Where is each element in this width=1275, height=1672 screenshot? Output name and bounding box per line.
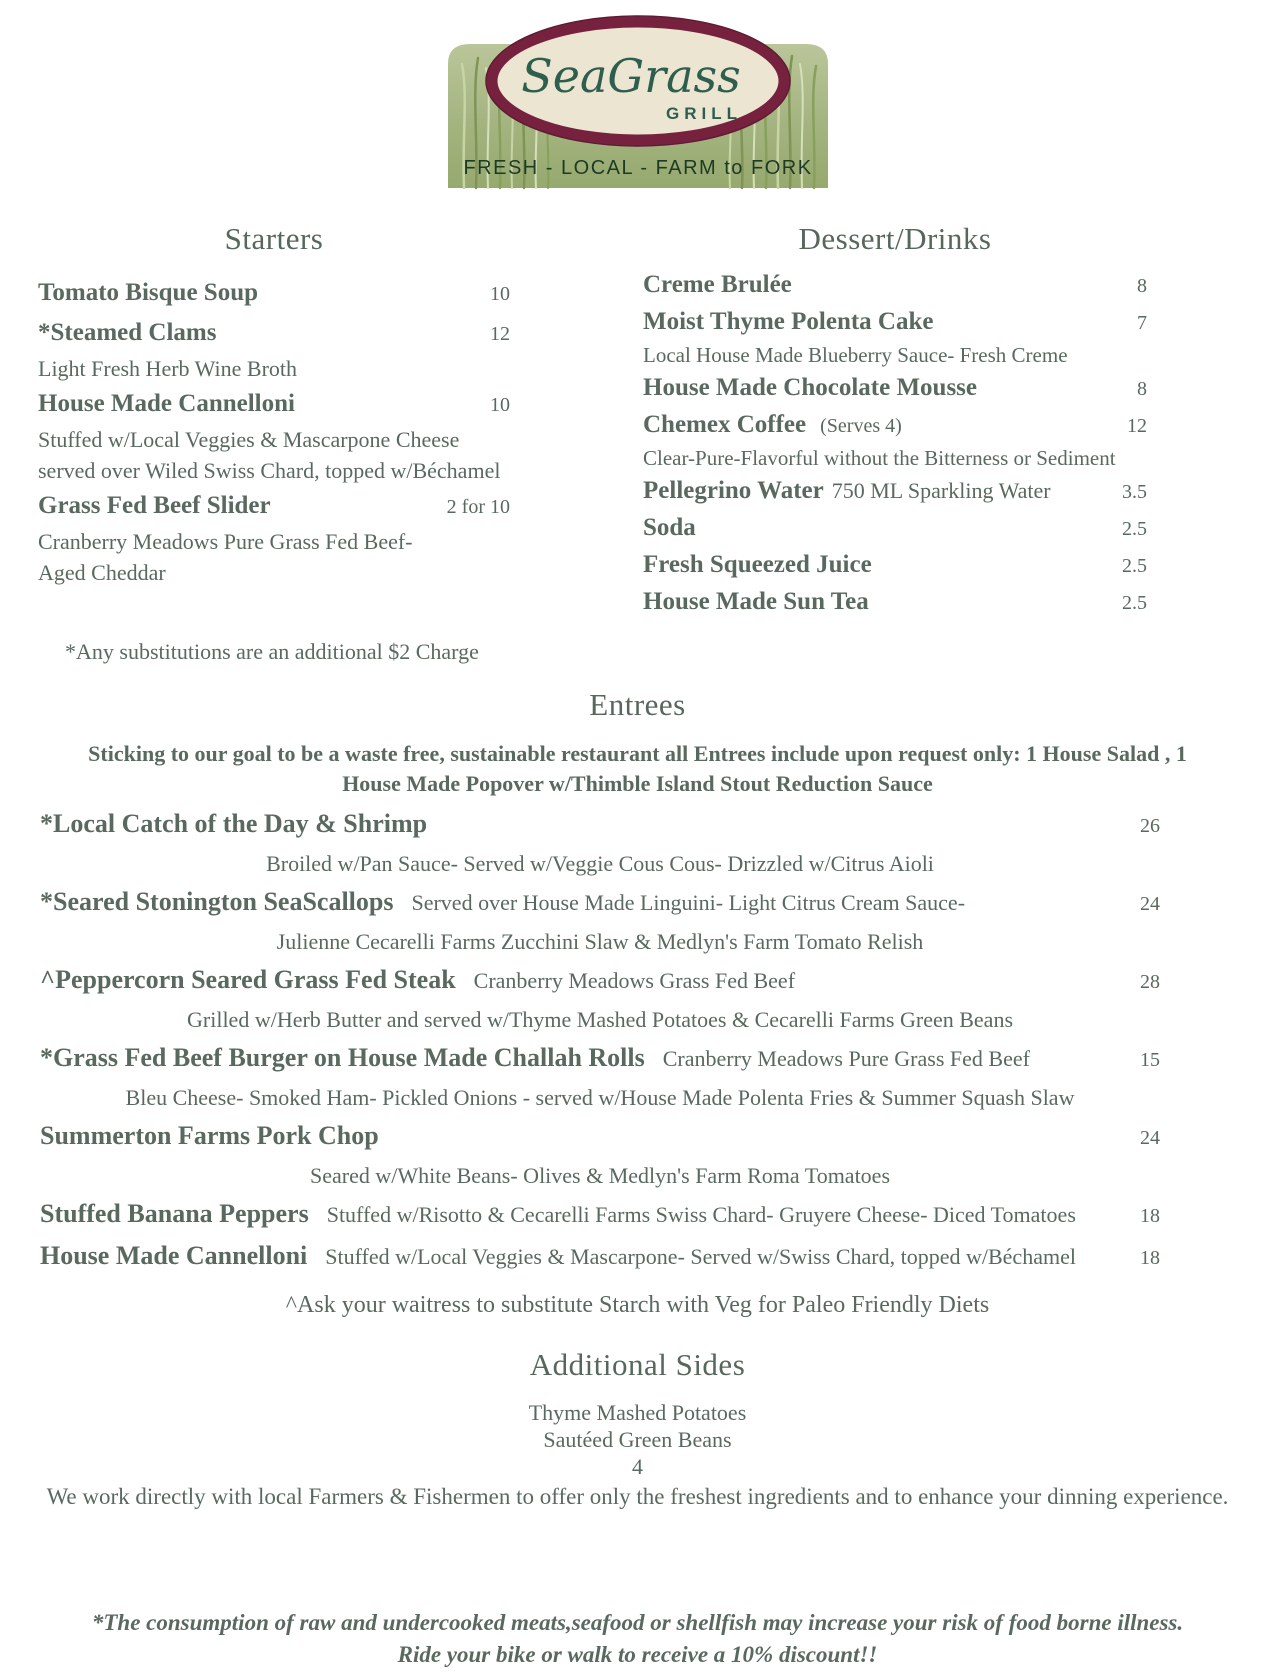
item-name: Creme Brulée	[643, 271, 792, 298]
item-name: ^Peppercorn Seared Grass Fed Steak	[40, 965, 456, 994]
item-description: Clear-Pure-Flavorful without the Bitterness or Sediment	[643, 446, 1116, 470]
sides-title: Additional Sides	[529, 1347, 746, 1382]
item-price: 15	[1140, 1049, 1160, 1071]
item-price: 18	[1140, 1247, 1160, 1269]
side-item: Thyme Mashed Potatoes	[528, 1400, 747, 1425]
menu-item	[40, 963, 1160, 997]
item-subnote: 750 ML Sparkling Water	[831, 478, 1051, 503]
item-name: House Made Sun Tea	[643, 588, 869, 615]
item-name: *Local Catch of the Day & Shrimp	[40, 809, 428, 838]
raw-food-disclaimer: *The consumption of raw and undercooked meats,seafood or shellfish may increase your risk of food borne illness.	[91, 1610, 1184, 1635]
menu-item	[40, 885, 1160, 919]
item-price: 8	[1137, 378, 1147, 400]
item-price: 24	[1140, 893, 1160, 915]
item-description: Aged Cheddar	[38, 560, 166, 585]
logo-title: SeaGrass	[520, 49, 741, 103]
item-price: 2.5	[1122, 555, 1147, 577]
item-description: Light Fresh Herb Wine Broth	[38, 356, 298, 381]
item-name: Moist Thyme Polenta Cake	[643, 308, 934, 335]
item-name: Chemex Coffee (Serves 4)	[643, 411, 902, 438]
item-inline-description: Stuffed w/Local Veggies & Mascarpone- Served w/Swiss Chard, topped w/Béchamel	[325, 1244, 1076, 1269]
menu-item	[38, 384, 510, 424]
item-price: 18	[1140, 1205, 1160, 1227]
entrees-intro: Sticking to our goal to be a waste free, sustainable restaurant all Entrees include upon request only: 1 House Salad , 1 House Made Popover w/Thimble Island Stout Reduction Sauce	[88, 741, 1187, 796]
item-price: 10	[490, 283, 510, 305]
item-description: served over Wiled Swiss Chard, topped w/Béchamel	[38, 458, 501, 483]
item-price: 2.5	[1122, 518, 1147, 540]
restaurant-logo	[448, 16, 828, 193]
menu-item	[38, 486, 510, 526]
entree-list	[0, 807, 1275, 1273]
menu-item	[40, 1197, 1160, 1231]
item-price: 12	[1127, 415, 1147, 437]
menu-item	[40, 1119, 1160, 1153]
item-name: Grass Fed Beef Slider	[38, 492, 271, 519]
item-name: House Made Cannelloni	[38, 390, 295, 417]
logo-subtitle: GRILL	[665, 104, 742, 123]
item-price: 10	[490, 394, 510, 416]
item-name: House Made Cannelloni	[40, 1241, 308, 1270]
item-price: 7	[1137, 312, 1147, 334]
paleo-note: ^Ask your waitress to substitute Starch with Veg for Paleo Friendly Diets	[285, 1292, 990, 1318]
menu-item	[38, 313, 510, 353]
substitutions-note: *Any substitutions are an additional $2 Charge	[65, 639, 479, 664]
menu-page	[0, 16, 1275, 1666]
menu-item	[40, 1239, 1160, 1273]
item-price: 3.5	[1122, 481, 1147, 503]
menu-item	[643, 304, 1147, 341]
starters-section	[38, 219, 510, 621]
menu-item	[38, 273, 510, 313]
item-name: *Grass Fed Beef Burger on House Made Challah Rolls	[40, 1043, 645, 1072]
item-name: Fresh Squeezed Juice	[643, 551, 872, 578]
item-inline-description: Served over House Made Linguini- Light Citrus Cream Sauce-	[411, 890, 966, 915]
menu-item	[643, 510, 1147, 547]
item-name: Stuffed Banana Peppers	[40, 1199, 309, 1228]
item-description: Stuffed w/Local Veggies & Mascarpone Cheese	[38, 427, 460, 452]
item-price: 28	[1140, 971, 1160, 993]
item-price: 8	[1137, 275, 1147, 297]
entrees-title: Entrees	[589, 687, 686, 722]
item-name: Soda	[643, 514, 696, 541]
item-inline-description: Stuffed w/Risotto & Cecarelli Farms Swiss Chard- Gruyere Cheese- Diced Tomatoes	[326, 1202, 1076, 1227]
item-description: Grilled w/Herb Butter and served w/Thyme Mashed Potatoes & Cecarelli Farms Green Beans	[187, 1007, 1013, 1032]
item-description: Cranberry Meadows Pure Grass Fed Beef-	[38, 529, 413, 554]
item-name: *Steamed Clams	[38, 319, 217, 346]
sides-section	[0, 1345, 1275, 1480]
desserts-section	[643, 219, 1147, 621]
side-item: Sautéed Green Beans	[543, 1427, 732, 1452]
item-description: Bleu Cheese- Smoked Ham- Pickled Onions - served w/House Made Polenta Fries & Summer Squash Slaw	[125, 1085, 1075, 1110]
item-name: Tomato Bisque Soup	[38, 279, 258, 306]
menu-item	[40, 1041, 1160, 1075]
item-inline-description: Cranberry Meadows Grass Fed Beef	[473, 968, 796, 993]
menu-item	[643, 584, 1147, 621]
item-name: House Made Chocolate Mousse	[643, 374, 977, 401]
farmers-statement: We work directly with local Farmers & Fishermen to offer only the freshest ingredients and to enhance your dinning experience.	[46, 1484, 1229, 1509]
item-name: *Seared Stonington SeaScallops	[40, 887, 394, 916]
bike-discount-note: Ride your bike or walk to receive a 10% discount!!	[397, 1642, 878, 1667]
desserts-title: Dessert/Drinks	[798, 221, 992, 256]
item-price: 26	[1140, 815, 1160, 837]
logo-tagline: FRESH - LOCAL - FARM to FORK	[462, 157, 813, 179]
item-name: Pellegrino Water 750 ML Sparkling Water	[643, 477, 1051, 504]
menu-item	[40, 807, 1160, 841]
item-subnote: (Serves 4)	[820, 415, 902, 437]
item-description: Seared w/White Beans- Olives & Medlyn's Farm Roma Tomatoes	[309, 1163, 891, 1188]
item-price: 2.5	[1122, 592, 1147, 614]
item-description: Julienne Cecarelli Farms Zucchini Slaw & Medlyn's Farm Tomato Relish	[276, 929, 924, 954]
entrees-section	[0, 685, 1275, 1321]
item-price: 12	[490, 323, 510, 345]
item-description: Local House Made Blueberry Sauce- Fresh Creme	[643, 343, 1068, 367]
menu-item	[643, 407, 1147, 444]
menu-item	[643, 370, 1147, 407]
menu-item	[643, 547, 1147, 584]
menu-item	[643, 473, 1147, 510]
item-description: Broiled w/Pan Sauce- Served w/Veggie Cous Cous- Drizzled w/Citrus Aioli	[266, 851, 934, 876]
item-price: 24	[1140, 1127, 1160, 1149]
seagrass-logo-graphic	[448, 16, 828, 188]
upper-columns	[0, 219, 1275, 621]
item-name: Summerton Farms Pork Chop	[40, 1121, 379, 1150]
starters-title: Starters	[224, 221, 324, 256]
sides-price: 4	[632, 1454, 643, 1479]
item-inline-description: Cranberry Meadows Pure Grass Fed Beef	[662, 1046, 1030, 1071]
menu-item	[643, 267, 1147, 304]
item-price: 2 for 10	[446, 496, 510, 518]
